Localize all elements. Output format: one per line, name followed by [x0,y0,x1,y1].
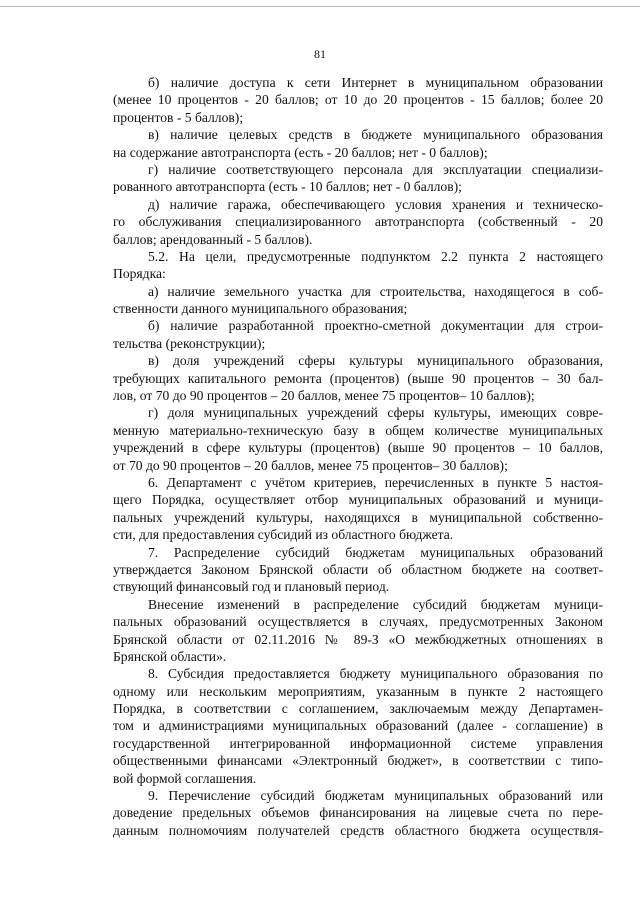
text-line: сти, для предоставления субсидий из областного бюджета. [113,527,454,543]
text-line: ствующий финансовый год и плановый период. [113,579,390,595]
text-line: лов, от 70 до 90 процентов – 20 баллов, менее 75 процентов– 10 баллов); [113,388,535,404]
document-body [113,74,603,839]
text-line: го обслуживания специализированного автотранспорта (собственный - 20 [113,214,603,230]
text-line: от 70 до 90 процентов – 20 баллов, менее 75 процентов– 30 баллов); [113,457,508,473]
text-line: д) наличие гаража, обеспечивающего условия хранения и техническо- [148,196,603,212]
text-line: общественными финансами «Электронный бюджет», в соответствии с типо- [113,753,603,769]
text-line: щего Порядка, осуществляет отбор муниципальных образований и муници- [113,492,603,508]
text-line: Брянской области». [113,648,227,664]
text-line: процентов - 5 баллов); [113,109,244,125]
text-line: одному или нескольким мероприятиям, указанным в пункте 2 настоящего [113,683,603,699]
text-line: 6. Департамент с учётом критериев, перечисленных в пункте 5 настоя- [148,474,603,490]
text-line: в) наличие целевых средств в бюджете муниципального образования [148,127,603,143]
text-line: вой формой соглашения. [113,770,257,786]
text-line: а) наличие земельного участка для строительства, находящегося в соб- [148,283,603,299]
text-line: г) наличие соответствующего персонала для эксплуатации специализи- [148,161,603,177]
text-line: доведение предельных объемов финансирования на лицевые счета по пере- [113,805,603,821]
text-line: пальных образований осуществляется в случаях, предусмотренных Законом [113,614,603,630]
scan-top-rule [0,6,640,7]
text-line: на содержание автотранспорта (есть - 20 баллов; нет - 0 баллов); [113,144,488,160]
text-line: пальных учреждений культуры, находящихся в муниципальной собственно- [113,509,603,525]
text-line: тельства (реконструкции); [113,335,266,351]
text-line: государственной интегрированной информационной системе управления [113,735,603,751]
text-line: рованного автотранспорта (есть - 10 баллов; нет - 0 баллов); [113,179,462,195]
text-line: 9. Перечисление субсидий бюджетам муниципальных образований или [148,788,603,804]
text-line: 5.2. На цели, предусмотренные подпунктом 2.2 пункта 2 настоящего [148,248,603,264]
text-line: б) наличие доступа к сети Интернет в муниципальном образовании [148,75,603,90]
text-line: данным полномочиям получателей средств областного бюджета осуществля- [113,822,603,838]
page-number: 81 [314,47,326,61]
text-line: Брянской области от 02.11.2016 № 89-З «О межбюджетных отношениях в [113,631,603,647]
text-line: менную материально-техническую базу в общем количестве муниципальных [113,422,603,438]
text-line: Внесение изменений в распределение субсидий бюджетам муници- [148,596,603,612]
text-line: б) наличие разработанной проектно-сметной документации для строи- [148,318,603,334]
text-line: учреждений в сфере культуры (процентов) (выше 90 процентов – 10 баллов, [113,440,603,456]
text-line: 8. Субсидия предоставляется бюджету муниципального образования по [148,666,603,682]
text-line: г) доля муниципальных учреждений сферы культуры, имеющих совре- [148,405,603,421]
text-line: (менее 10 процентов - 20 баллов; от 10 до 20 процентов - 15 баллов; более 20 [113,92,603,108]
text-line: в) доля учреждений сферы культуры муниципального образования, [148,353,603,369]
text-line: утверждается Законом Брянской области об областном бюджете на соответ- [113,561,603,577]
text-line: требующих капитального ремонта (процентов) (выше 90 процентов – 30 бал- [113,370,603,386]
text-line: баллов; арендованный - 5 баллов). [113,231,313,247]
text-line: 7. Распределение субсидий бюджетам муниципальных образований [148,544,603,560]
text-line: Порядка, в соответствии с соглашением, заключаемым между Департамен- [113,701,603,717]
text-line: том и администрациями муниципальных образований (далее - соглашение) в [113,718,603,734]
text-line: Порядка: [113,266,166,282]
text-line: ственности данного муниципального образования; [113,301,408,317]
